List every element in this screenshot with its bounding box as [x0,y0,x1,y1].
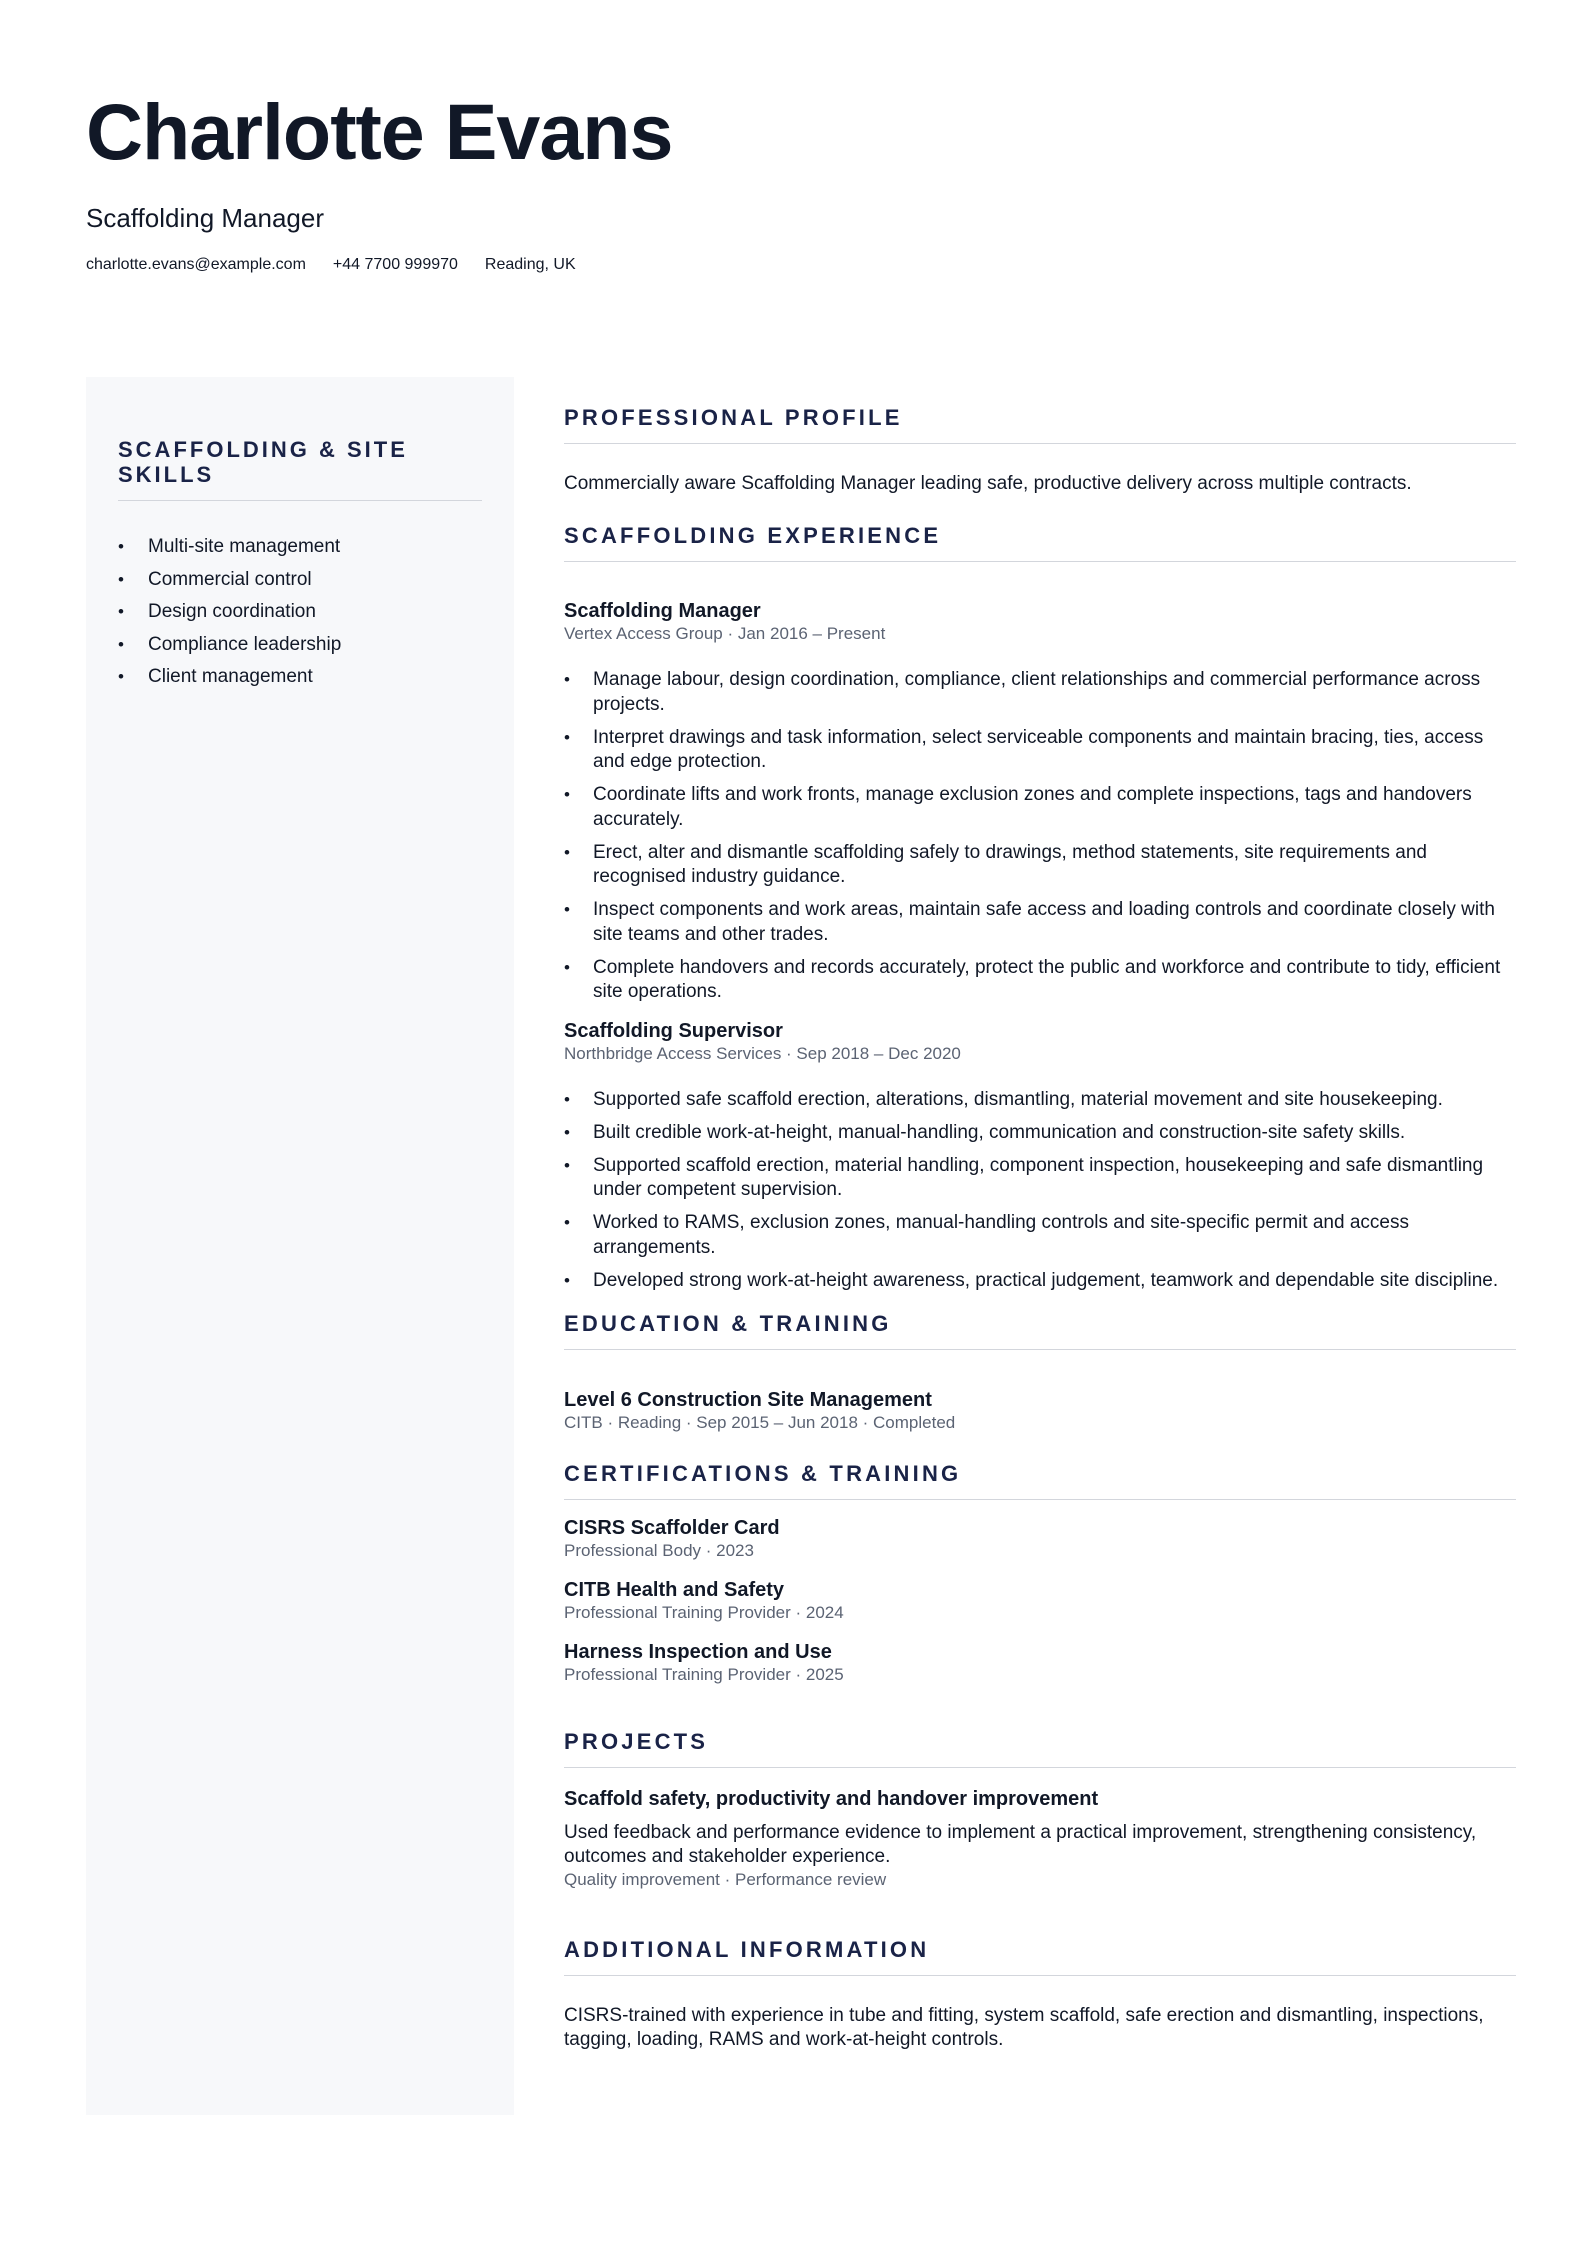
certifications-heading: CERTIFICATIONS & TRAINING [564,1461,962,1486]
education-heading: EDUCATION & TRAINING [564,1311,892,1336]
education-meta: CITB · Reading · Sep 2015 – Jun 2018 · Completed [564,1413,956,1432]
job-bullets [564,1088,1516,1294]
skills-sidebar [86,377,514,2115]
certification-entry [564,1640,1516,1686]
contact-email: charlotte.evans@example.com [86,256,306,273]
section-divider [564,1975,1516,1976]
skills-heading: SCAFFOLDING & SITE SKILLS [118,437,408,487]
candidate-name: Charlotte Evans [86,87,673,176]
certification-meta: Professional Training Provider · 2024 [564,1603,844,1622]
skill-item: • Client management [118,661,482,694]
resume-header [86,87,1502,274]
certification-title: CISRS Scaffolder Card [564,1517,780,1539]
certifications-section [564,1459,1516,1686]
skills-divider [118,500,482,501]
job-meta: Northbridge Access Services · Sep 2018 – Dec 2020 [564,1043,961,1063]
job-bullet: • Supported safe scaffold erection, alterations, dismantling, material movement and site housekeeping. [564,1088,1516,1113]
section-divider [564,1349,1516,1350]
certification-title: Harness Inspection and Use [564,1641,832,1663]
certification-title: CITB Health and Safety [564,1579,785,1601]
contact-line [86,256,1502,274]
section-divider [564,443,1516,444]
project-description: Used feedback and performance evidence to implement a practical improvement, strengthening consistency, outcomes and stakeholder experience. [564,1822,1477,1867]
job-bullet: • Coordinate lifts and work fronts, manage exclusion zones and complete inspections, tags and handovers accurately. [564,783,1516,832]
experience-section [564,521,1516,1293]
job-entry [564,1019,1516,1294]
job-title: Scaffolding Supervisor [564,1019,783,1042]
job-bullet: • Supported scaffold erection, material handling, component inspection, housekeeping and safe dismantling under competent supervision. [564,1154,1516,1203]
job-bullet: • Worked to RAMS, exclusion zones, manual-handling controls and site-specific permit and access arrangements. [564,1211,1516,1260]
skill-item: • Commercial control [118,564,482,597]
job-bullet: • Developed strong work-at-height awareness, practical judgement, teamwork and dependable site discipline. [564,1269,1516,1294]
project-entry [564,1787,1516,1891]
skill-item: • Multi-site management [118,531,482,564]
profile-section [564,403,1516,496]
job-bullet: • Manage labour, design coordination, compliance, client relationships and commercial performance across projects. [564,668,1516,717]
certification-entry [564,1516,1516,1562]
certification-entry [564,1578,1516,1624]
job-bullet: • Built credible work-at-height, manual-handling, communication and construction-site safety skills. [564,1121,1516,1146]
main-column [564,403,1516,2052]
contact-phone: +44 7700 999970 [332,256,458,273]
certification-meta: Professional Body · 2023 [564,1541,754,1560]
contact-location: Reading, UK [484,256,576,273]
additional-heading: ADDITIONAL INFORMATION [564,1937,930,1962]
project-meta: Quality improvement · Performance review [564,1870,887,1889]
section-divider [564,1767,1516,1768]
job-bullets [564,668,1516,1005]
section-divider [564,561,1516,562]
certification-meta: Professional Training Provider · 2025 [564,1665,844,1684]
job-bullet: • Interpret drawings and task information, select serviceable components and maintain bracing, ties, access and edge protection. [564,726,1516,775]
profile-heading: PROFESSIONAL PROFILE [564,405,903,430]
projects-section [564,1727,1516,1891]
job-meta: Vertex Access Group · Jan 2016 – Present [564,624,886,643]
candidate-headline: Scaffolding Manager [86,203,325,233]
job-title: Scaffolding Manager [564,600,761,622]
additional-section [564,1935,1516,2052]
project-title: Scaffold safety, productivity and handover improvement [564,1788,1099,1810]
education-entry [564,1388,1516,1434]
job-bullet: • Erect, alter and dismantle scaffolding safely to drawings, method statements, site requirements and recognised industry guidance. [564,841,1516,890]
education-title: Level 6 Construction Site Management [564,1389,932,1411]
skills-list [118,531,482,694]
job-bullet: • Inspect components and work areas, maintain safe access and loading controls and coordinate closely with site teams and other trades. [564,898,1516,947]
job-bullet: • Complete handovers and records accurately, protect the public and workforce and contribute to tidy, efficient site operations. [564,956,1516,1005]
section-divider [564,1499,1516,1500]
skill-item: • Compliance leadership [118,629,482,662]
skill-item: • Design coordination [118,596,482,629]
education-section [564,1309,1516,1434]
experience-heading: SCAFFOLDING EXPERIENCE [564,523,942,548]
job-entry [564,599,1516,1005]
projects-heading: PROJECTS [564,1729,709,1754]
profile-text: Commercially aware Scaffolding Manager leading safe, productive delivery across multiple contracts. [564,473,1412,494]
additional-text: CISRS-trained with experience in tube and fitting, system scaffold, safe erection and dismantling, inspections, tagging, loading, RAMS and work-at-height controls. [564,2005,1484,2050]
